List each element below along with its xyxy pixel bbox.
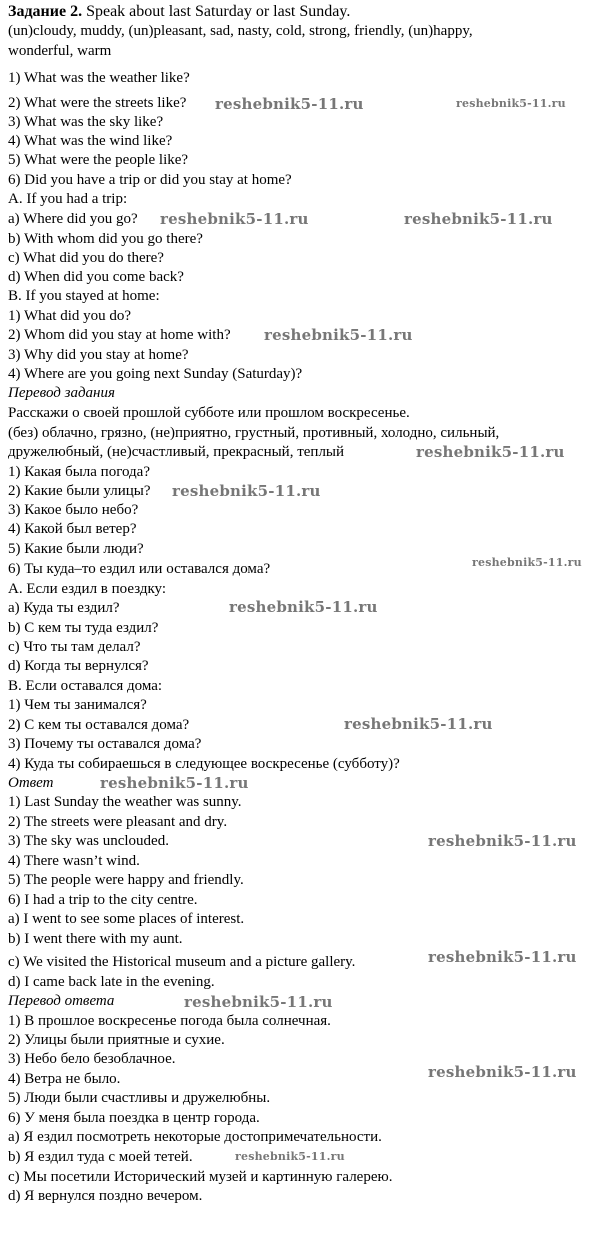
answer-line: b) I went there with my aunt.: [8, 931, 183, 947]
task-text: Speak about last Saturday or last Sunday.: [82, 3, 351, 20]
answer-line: 4) There wasn’t wind.: [8, 853, 140, 869]
question-en: B. If you stayed at home:: [8, 288, 160, 304]
task-title: [8, 2, 350, 21]
question-ru: 6) Ты куда–то ездил или оставался дома?: [8, 561, 271, 577]
watermark: reshebnik5-11.ru: [456, 97, 566, 110]
watermark: reshebnik5-11.ru: [428, 1063, 577, 1081]
question-ru: 2) Какие были улицы?: [8, 483, 151, 499]
answer-translation-heading: Перевод ответа: [8, 993, 115, 1009]
question-ru: 4) Куда ты собираешься в следующее воскресенье (субботу)?: [8, 756, 400, 772]
question-en: 4) Where are you going next Sunday (Saturday)?: [8, 366, 303, 382]
question-ru: 4) Какой был ветер?: [8, 521, 137, 537]
task-translation-vocab-1: (без) облачно, грязно, (не)приятно, грустный, противный, холодно, сильный,: [8, 425, 500, 441]
answer-heading: Ответ: [8, 775, 54, 791]
watermark: reshebnik5-11.ru: [184, 993, 333, 1011]
question-en: b) With whom did you go there?: [8, 231, 203, 247]
watermark: reshebnik5-11.ru: [428, 832, 577, 850]
vocab-line-2: wonderful, warm: [8, 43, 112, 59]
question-en: 2) Whom did you stay at home with?: [8, 327, 231, 343]
question-ru: а) Куда ты ездил?: [8, 600, 120, 616]
question-en: a) Where did you go?: [8, 211, 138, 227]
answer-ru-line: b) Я ездил туда с моей тетей.: [8, 1149, 193, 1165]
watermark: reshebnik5-11.ru: [264, 326, 413, 344]
question-en: 5) What were the people like?: [8, 152, 189, 168]
answer-ru-line: 6) У меня была поездка в центр города.: [8, 1110, 260, 1126]
question-ru: А. Если ездил в поездку:: [8, 581, 167, 597]
answer-ru-line: d) Я вернулся поздно вечером.: [8, 1188, 203, 1204]
answer-ru-line: 5) Люди были счастливы и дружелюбны.: [8, 1090, 271, 1106]
answer-ru-line: 1) В прошлое воскресенье погода была солнечная.: [8, 1013, 331, 1029]
answer-line: d) I came back late in the evening.: [8, 974, 215, 990]
question-ru: В. Если оставался дома:: [8, 678, 163, 694]
answer-line: 2) The streets were pleasant and dry.: [8, 814, 228, 830]
question-ru: 5) Какие были люди?: [8, 541, 144, 557]
question-en: 6) Did you have a trip or did you stay at home?: [8, 172, 292, 188]
answer-line: 6) I had a trip to the city centre.: [8, 892, 198, 908]
question-ru: d) Когда ты вернулся?: [8, 658, 149, 674]
watermark: reshebnik5-11.ru: [229, 598, 378, 616]
task-translation-intro: Расскажи о своей прошлой субботе или прошлом воскресенье.: [8, 405, 410, 421]
question-ru: 3) Какое было небо?: [8, 502, 139, 518]
task-translation-vocab-2: дружелюбный, (не)счастливый, прекрасный, теплый: [8, 444, 345, 460]
answer-line: c) We visited the Historical museum and a picture gallery.: [8, 954, 356, 970]
question-en: 1) What did you do?: [8, 308, 132, 324]
watermark: reshebnik5-11.ru: [172, 482, 321, 500]
question-ru: 1) Чем ты занимался?: [8, 697, 147, 713]
vocab-line-1: (un)cloudy, muddy, (un)pleasant, sad, nasty, cold, strong, friendly, (un)happy,: [8, 23, 473, 39]
watermark: reshebnik5-11.ru: [416, 443, 565, 461]
watermark: reshebnik5-11.ru: [160, 210, 309, 228]
task-translation-heading: Перевод задания: [8, 385, 115, 401]
answer-line: 1) Last Sunday the weather was sunny.: [8, 794, 242, 810]
question-en: 3) What was the sky like?: [8, 114, 164, 130]
watermark: reshebnik5-11.ru: [344, 715, 493, 733]
question-en: 3) Why did you stay at home?: [8, 347, 189, 363]
answer-line: a) I went to see some places of interest.: [8, 911, 245, 927]
answer-line: 5) The people were happy and friendly.: [8, 872, 244, 888]
answer-ru-line: 3) Небо бело безоблачное.: [8, 1051, 176, 1067]
question-en: 1) What was the weather like?: [8, 70, 190, 86]
question-en: d) When did you come back?: [8, 269, 184, 285]
answer-ru-line: а) Я ездил посмотреть некоторые достопримечательности.: [8, 1129, 382, 1145]
answer-ru-line: 2) Улицы были приятные и сухие.: [8, 1032, 225, 1048]
question-ru: b) С кем ты туда ездил?: [8, 620, 159, 636]
watermark: reshebnik5-11.ru: [428, 948, 577, 966]
answer-ru-line: 4) Ветра не было.: [8, 1071, 121, 1087]
watermark: reshebnik5-11.ru: [100, 774, 249, 792]
watermark: reshebnik5-11.ru: [215, 95, 364, 113]
question-ru: 2) С кем ты оставался дома?: [8, 717, 190, 733]
task-label: Задание 2.: [8, 3, 83, 20]
watermark: reshebnik5-11.ru: [235, 1150, 345, 1163]
question-en: 2) What were the streets like?: [8, 95, 187, 111]
question-ru: c) Что ты там делал?: [8, 639, 141, 655]
watermark: reshebnik5-11.ru: [404, 210, 553, 228]
question-en: 4) What was the wind like?: [8, 133, 173, 149]
answer-ru-line: с) Мы посетили Исторический музей и картинную галерею.: [8, 1169, 393, 1185]
question-ru: 1) Какая была погода?: [8, 464, 151, 480]
watermark: reshebnik5-11.ru: [472, 556, 582, 569]
answer-line: 3) The sky was unclouded.: [8, 833, 169, 849]
question-en: A. If you had a trip:: [8, 191, 128, 207]
question-ru: 3) Почему ты оставался дома?: [8, 736, 202, 752]
question-en: c) What did you do there?: [8, 250, 164, 266]
